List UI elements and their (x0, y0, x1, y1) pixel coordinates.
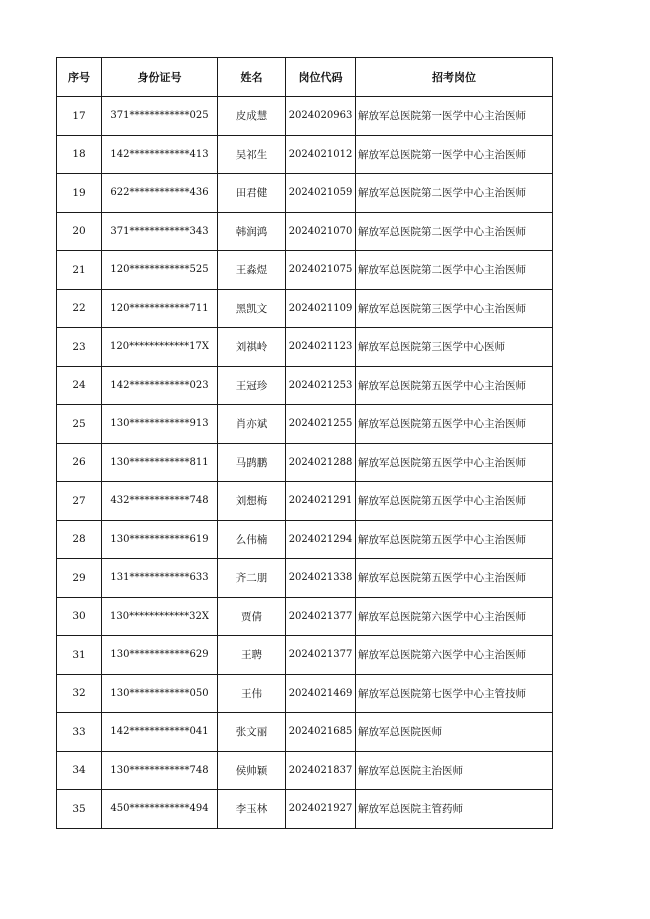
cell-post-code: 2024021294 (286, 520, 356, 559)
cell-name: 王聘 (218, 636, 286, 675)
cell-post-code: 2024021253 (286, 366, 356, 405)
cell-seq: 25 (57, 405, 102, 444)
cell-seq: 23 (57, 328, 102, 367)
cell-name: 黑凯文 (218, 289, 286, 328)
cell-name: 张文丽 (218, 713, 286, 752)
cell-post: 解放军总医院第五医学中心主治医师 (356, 520, 553, 559)
cell-post-code: 2024021469 (286, 674, 356, 713)
table-row (57, 520, 553, 559)
table-row (57, 97, 553, 136)
cell-name: 李玉林 (218, 790, 286, 829)
cell-name: 吴祁生 (218, 135, 286, 174)
cell-post-code: 2024021685 (286, 713, 356, 752)
cell-post: 解放军总医院医师 (356, 713, 553, 752)
cell-id-number: 130************619 (102, 520, 218, 559)
cell-seq: 30 (57, 597, 102, 636)
table-row (57, 636, 553, 675)
cell-seq: 27 (57, 482, 102, 521)
cell-seq: 28 (57, 520, 102, 559)
table-body (57, 97, 553, 829)
cell-seq: 34 (57, 751, 102, 790)
cell-id-number: 142************041 (102, 713, 218, 752)
cell-post: 解放军总医院第三医学中心医师 (356, 328, 553, 367)
cell-id-number: 371************025 (102, 97, 218, 136)
cell-post: 解放军总医院第一医学中心主治医师 (356, 135, 553, 174)
table-row (57, 174, 553, 213)
cell-post-code: 2024021338 (286, 559, 356, 598)
cell-post-code: 2024021837 (286, 751, 356, 790)
cell-post: 解放军总医院第二医学中心主治医师 (356, 174, 553, 213)
header-id-number: 身份证号 (102, 58, 218, 97)
cell-name: 么伟楠 (218, 520, 286, 559)
cell-name: 齐二朋 (218, 559, 286, 598)
cell-post: 解放军总医院第一医学中心主治医师 (356, 97, 553, 136)
cell-post: 解放军总医院第六医学中心主治医师 (356, 636, 553, 675)
cell-post-code: 2024021927 (286, 790, 356, 829)
cell-name: 肖亦斌 (218, 405, 286, 444)
cell-name: 皮成慧 (218, 97, 286, 136)
cell-seq: 21 (57, 251, 102, 290)
cell-post-code: 2024021255 (286, 405, 356, 444)
cell-post-code: 2024021377 (286, 636, 356, 675)
table-row (57, 443, 553, 482)
cell-name: 田君健 (218, 174, 286, 213)
cell-post-code: 2024021123 (286, 328, 356, 367)
header-row (57, 58, 553, 97)
cell-post: 解放军总医院第七医学中心主管技师 (356, 674, 553, 713)
cell-id-number: 120************17X (102, 328, 218, 367)
cell-post-code: 2024021288 (286, 443, 356, 482)
cell-post: 解放军总医院第五医学中心主治医师 (356, 443, 553, 482)
cell-seq: 31 (57, 636, 102, 675)
cell-post-code: 2024021377 (286, 597, 356, 636)
cell-post: 解放军总医院第三医学中心主治医师 (356, 289, 553, 328)
cell-seq: 26 (57, 443, 102, 482)
cell-post: 解放军总医院第五医学中心主治医师 (356, 482, 553, 521)
cell-name: 马鹍鹏 (218, 443, 286, 482)
cell-id-number: 130************050 (102, 674, 218, 713)
cell-seq: 32 (57, 674, 102, 713)
cell-name: 王淼煜 (218, 251, 286, 290)
cell-post: 解放军总医院第二医学中心主治医师 (356, 251, 553, 290)
cell-id-number: 450************494 (102, 790, 218, 829)
cell-seq: 18 (57, 135, 102, 174)
cell-id-number: 130************748 (102, 751, 218, 790)
cell-id-number: 120************525 (102, 251, 218, 290)
cell-post-code: 2024021075 (286, 251, 356, 290)
header-name: 姓名 (218, 58, 286, 97)
cell-seq: 22 (57, 289, 102, 328)
table-row (57, 212, 553, 251)
cell-post: 解放军总医院第五医学中心主治医师 (356, 405, 553, 444)
cell-name: 侯帅颖 (218, 751, 286, 790)
header-post-code: 岗位代码 (286, 58, 356, 97)
cell-post-code: 2024021059 (286, 174, 356, 213)
candidate-table (56, 57, 553, 829)
cell-name: 王冠珍 (218, 366, 286, 405)
table-row (57, 405, 553, 444)
cell-id-number: 131************633 (102, 559, 218, 598)
table-row (57, 790, 553, 829)
cell-post: 解放军总医院第五医学中心主治医师 (356, 559, 553, 598)
cell-name: 贾倩 (218, 597, 286, 636)
cell-name: 刘想梅 (218, 482, 286, 521)
header-seq: 序号 (57, 58, 102, 97)
cell-id-number: 120************711 (102, 289, 218, 328)
table-row (57, 135, 553, 174)
cell-name: 刘祺岭 (218, 328, 286, 367)
cell-id-number: 371************343 (102, 212, 218, 251)
cell-id-number: 130************811 (102, 443, 218, 482)
cell-seq: 33 (57, 713, 102, 752)
cell-post-code: 2024021109 (286, 289, 356, 328)
header-post: 招考岗位 (356, 58, 553, 97)
cell-seq: 24 (57, 366, 102, 405)
cell-post-code: 2024021291 (286, 482, 356, 521)
cell-post: 解放军总医院第六医学中心主治医师 (356, 597, 553, 636)
table-header (57, 58, 553, 97)
cell-id-number: 622************436 (102, 174, 218, 213)
table-row (57, 366, 553, 405)
cell-seq: 19 (57, 174, 102, 213)
table-row (57, 751, 553, 790)
table-row (57, 251, 553, 290)
cell-post-code: 2024020963 (286, 97, 356, 136)
cell-seq: 20 (57, 212, 102, 251)
cell-id-number: 130************629 (102, 636, 218, 675)
table-row (57, 328, 553, 367)
cell-seq: 17 (57, 97, 102, 136)
table-row (57, 674, 553, 713)
cell-seq: 29 (57, 559, 102, 598)
cell-post-code: 2024021012 (286, 135, 356, 174)
table-row (57, 559, 553, 598)
cell-post-code: 2024021070 (286, 212, 356, 251)
cell-id-number: 130************32X (102, 597, 218, 636)
cell-id-number: 142************413 (102, 135, 218, 174)
cell-seq: 35 (57, 790, 102, 829)
table-row (57, 713, 553, 752)
cell-post: 解放军总医院第五医学中心主治医师 (356, 366, 553, 405)
table-row (57, 597, 553, 636)
table-row (57, 289, 553, 328)
cell-name: 韩润鸿 (218, 212, 286, 251)
cell-id-number: 130************913 (102, 405, 218, 444)
cell-name: 王伟 (218, 674, 286, 713)
cell-id-number: 142************023 (102, 366, 218, 405)
cell-post: 解放军总医院主治医师 (356, 751, 553, 790)
table-row (57, 482, 553, 521)
cell-id-number: 432************748 (102, 482, 218, 521)
cell-post: 解放军总医院第二医学中心主治医师 (356, 212, 553, 251)
cell-post: 解放军总医院主管药师 (356, 790, 553, 829)
